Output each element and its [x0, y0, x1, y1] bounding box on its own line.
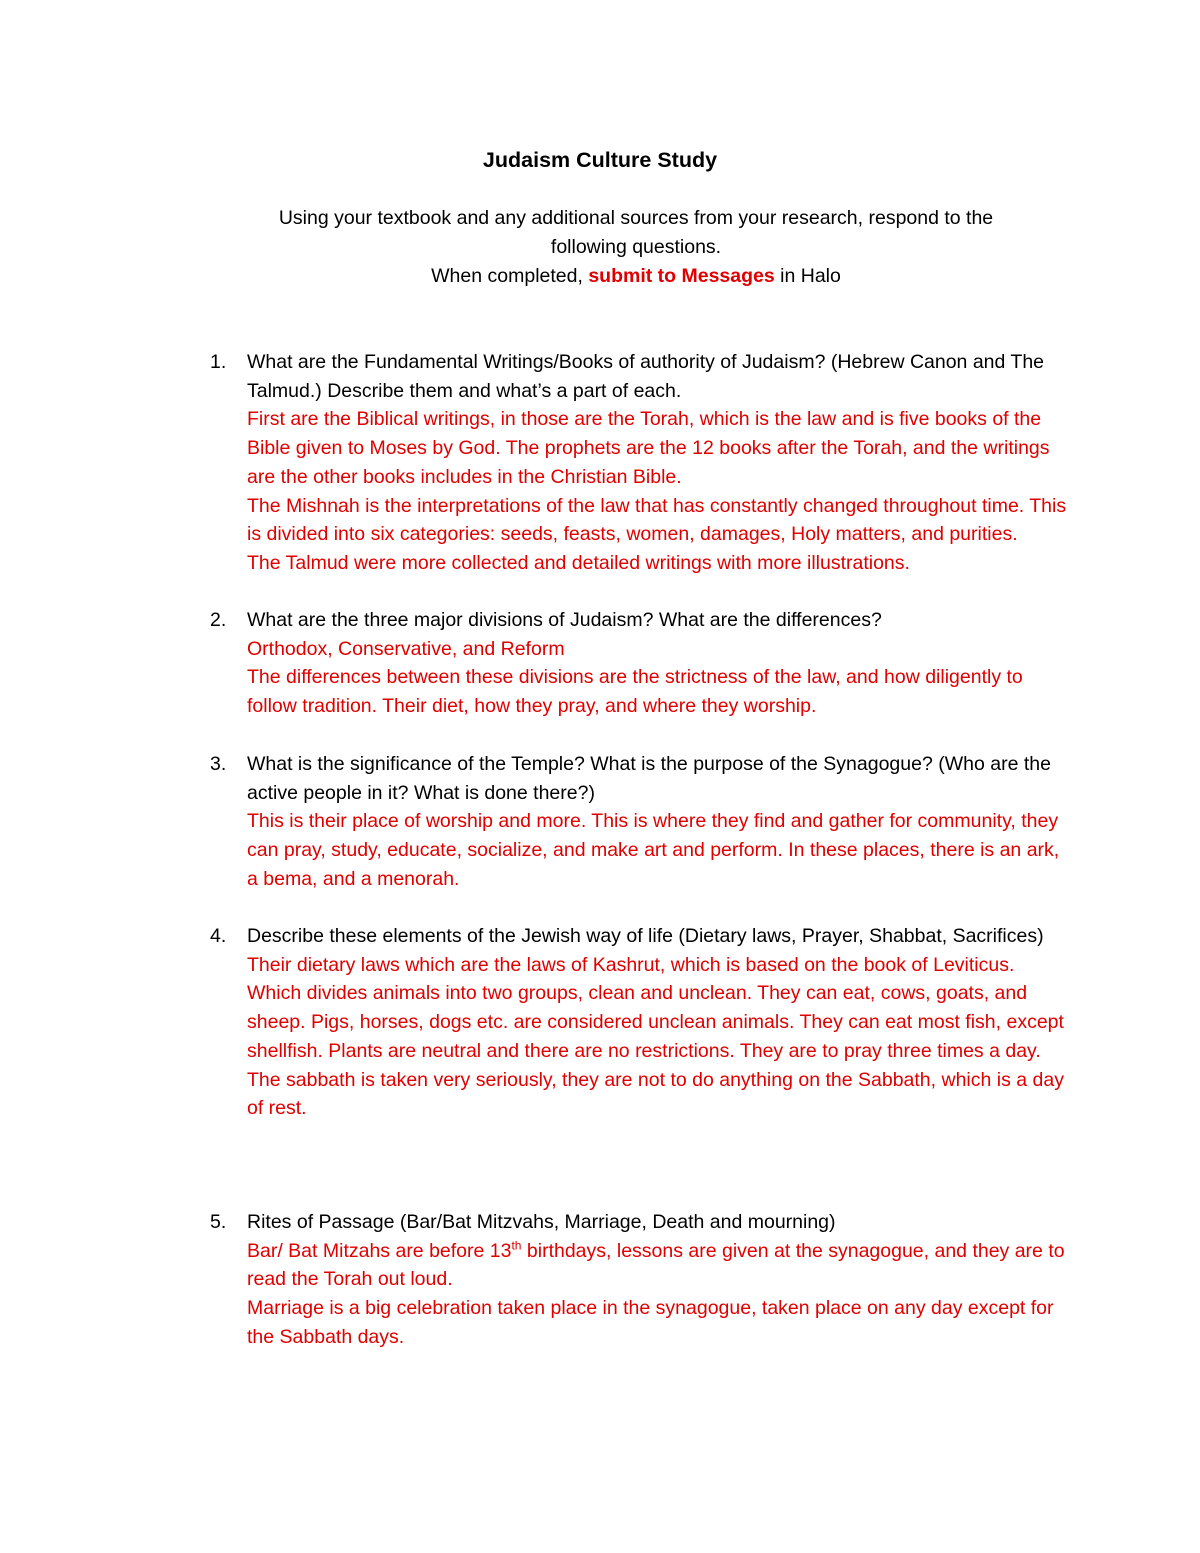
- instructions-line-2: following questions.: [550, 236, 722, 258]
- answer-text: Bar/ Bat Mitzahs are before 13: [247, 1239, 512, 1262]
- question-number: 1.: [210, 351, 227, 373]
- question-item-5: [210, 1208, 1070, 1352]
- submit-emphasis: submit to Messages: [588, 265, 775, 287]
- answer-paragraph: This is their place of worship and more. This is where they find and gather for community, they can pray, study, educate, socialize, and make art and perform. In these places, there is an ark, a bema, and a menorah.: [247, 810, 1060, 890]
- answer-paragraph: The differences between these divisions are the strictness of the law, and how diligently to follow tradition. Their diet, how they pray, and where they worship.: [247, 666, 1023, 718]
- instructions-line-3-prefix: When completed,: [431, 265, 589, 287]
- instructions-line-1: Using your textbook and any additional sources from your research, respond to the: [278, 207, 994, 229]
- question-text: What are the Fundamental Writings/Books of authority of Judaism? (Hebrew Canon and The Talmud.) Describe them and what’s a part of each.: [247, 351, 1045, 402]
- question-item-3: [210, 750, 1070, 894]
- question-number: 5.: [210, 1211, 227, 1233]
- answer-paragraph: The Mishnah is the interpretations of the law that has constantly changed throughout time. This is divided into six categories: seeds, feasts, women, damages, Holy matters, and purities.: [247, 494, 1067, 546]
- question-number: 2.: [210, 609, 227, 631]
- question-text: Rites of Passage (Bar/Bat Mitzvahs, Marriage, Death and mourning): [247, 1211, 836, 1233]
- instructions: [230, 204, 1042, 291]
- question-text: Describe these elements of the Jewish way of life (Dietary laws, Prayer, Shabbat, Sacrifices): [247, 925, 1044, 947]
- document-title: Judaism Culture Study: [482, 148, 718, 172]
- question-item-4: [210, 922, 1070, 1123]
- question-number: 3.: [210, 753, 227, 775]
- question-item-2: [210, 606, 1070, 721]
- question-text: What are the three major divisions of Judaism? What are the differences?: [247, 609, 882, 631]
- instructions-line-3: [230, 262, 1042, 291]
- answer-paragraph: Orthodox, Conservative, and Reform: [247, 637, 565, 660]
- answer-paragraph: The Talmud were more collected and detailed writings with more illustrations.: [247, 551, 910, 574]
- question-item-1: [210, 348, 1070, 578]
- instructions-line-3-suffix: in Halo: [774, 265, 841, 287]
- answer-paragraph: [247, 1237, 1070, 1294]
- answer-paragraph: Marriage is a big celebration taken place in the synagogue, taken place on any day except for the Sabbath days.: [247, 1297, 1054, 1348]
- answer-paragraph: First are the Biblical writings, in those are the Torah, which is the law and is five books of the Bible given to Moses by God. The prophets are the 12 books after the Torah, and the writings are the other books includes in the Christian Bible.: [247, 408, 1050, 488]
- question-number: 4.: [210, 925, 227, 947]
- ordinal-superscript: th: [511, 1238, 522, 1253]
- question-text: What is the significance of the Temple? What is the purpose of the Synagogue? (Who are the active people in it? What is done there?): [247, 753, 1051, 804]
- answer-paragraph: Their dietary laws which are the laws of Kashrut, which is based on the book of Leviticus. Which divides animals into two groups, clean and unclean. They can eat, cows, goats, and sheep. Pigs, horses, dogs etc. are considered unclean animals. They can eat most fish, except shellfish. Plants are neutral and there are no restrictions. They are to pray three times a day. The sabbath is taken very seriously, they are not to do anything on the Sabbath, which is a day of rest.: [247, 953, 1064, 1120]
- answer-text: birthdays, lessons are given at the synagogue, and they are to read the Torah out loud.: [247, 1239, 1065, 1291]
